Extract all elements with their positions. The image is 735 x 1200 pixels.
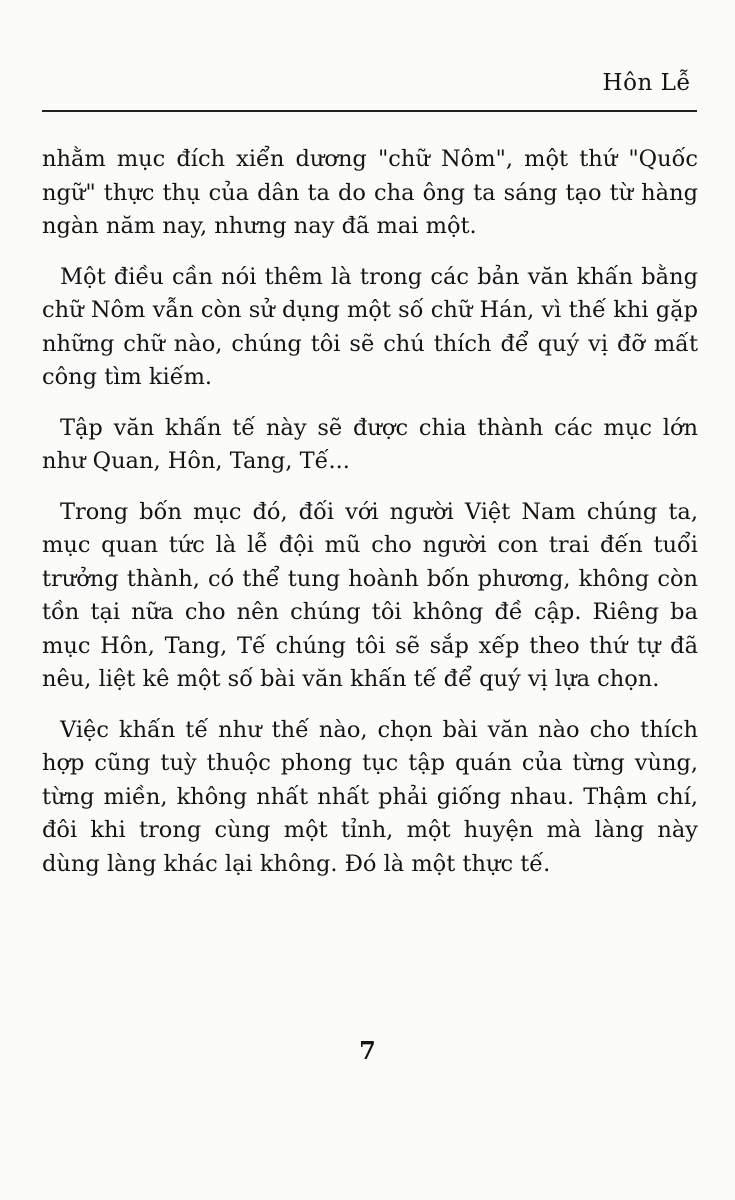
body-text [42,143,698,898]
running-title: Hôn Lễ [602,70,691,96]
paragraph-four-sections: Trong bốn mục đó, đối với người Việt Nam chúng ta, mục quan tức là lễ đội mũ cho người con trai đến tuổi trưởng thành, có thể tung hoành bốn phương, không còn tồn tại nữa cho nên chúng tôi không đề cập. Riêng ba mục Hôn, Tang, Tế chúng tôi sẽ sắp xếp theo thứ tự đã nêu, liệt kê một số bài văn khấn tế để quý vị lựa chọn. [42,498,698,692]
paragraph-sections: Tập văn khấn tế này sẽ được chia thành các mục lớn như Quan, Hôn, Tang, Tế... [42,414,698,474]
paragraph-continued: nhằm mục đích xiển dương "chữ Nôm", một thứ "Quốc ngữ" thực thụ của dân ta do cha ông ta sáng tạo từ hàng ngàn năm nay, nhưng nay đã mai một. [42,146,698,239]
running-header [42,62,697,112]
paragraph-customs: Việc khấn tế như thế nào, chọn bài văn nào cho thích hợp cũng tuỳ thuộc phong tục tập quán của từng vùng, từng miền, không nhất nhất phải giống nhau. Thậm chí, đôi khi trong cùng một tỉnh, một huyện mà làng này dùng làng khác lại không. Đó là một thực tế. [42,716,698,877]
page-number: 7 [359,1036,376,1065]
paragraph-chu-nom-note: Một điều cần nói thêm là trong các bản văn khấn bằng chữ Nôm vẫn còn sử dụng một số chữ Hán, vì thế khi gặp những chữ nào, chúng tôi sẽ chú thích để quý vị đỡ mất công tìm kiếm. [42,263,698,390]
